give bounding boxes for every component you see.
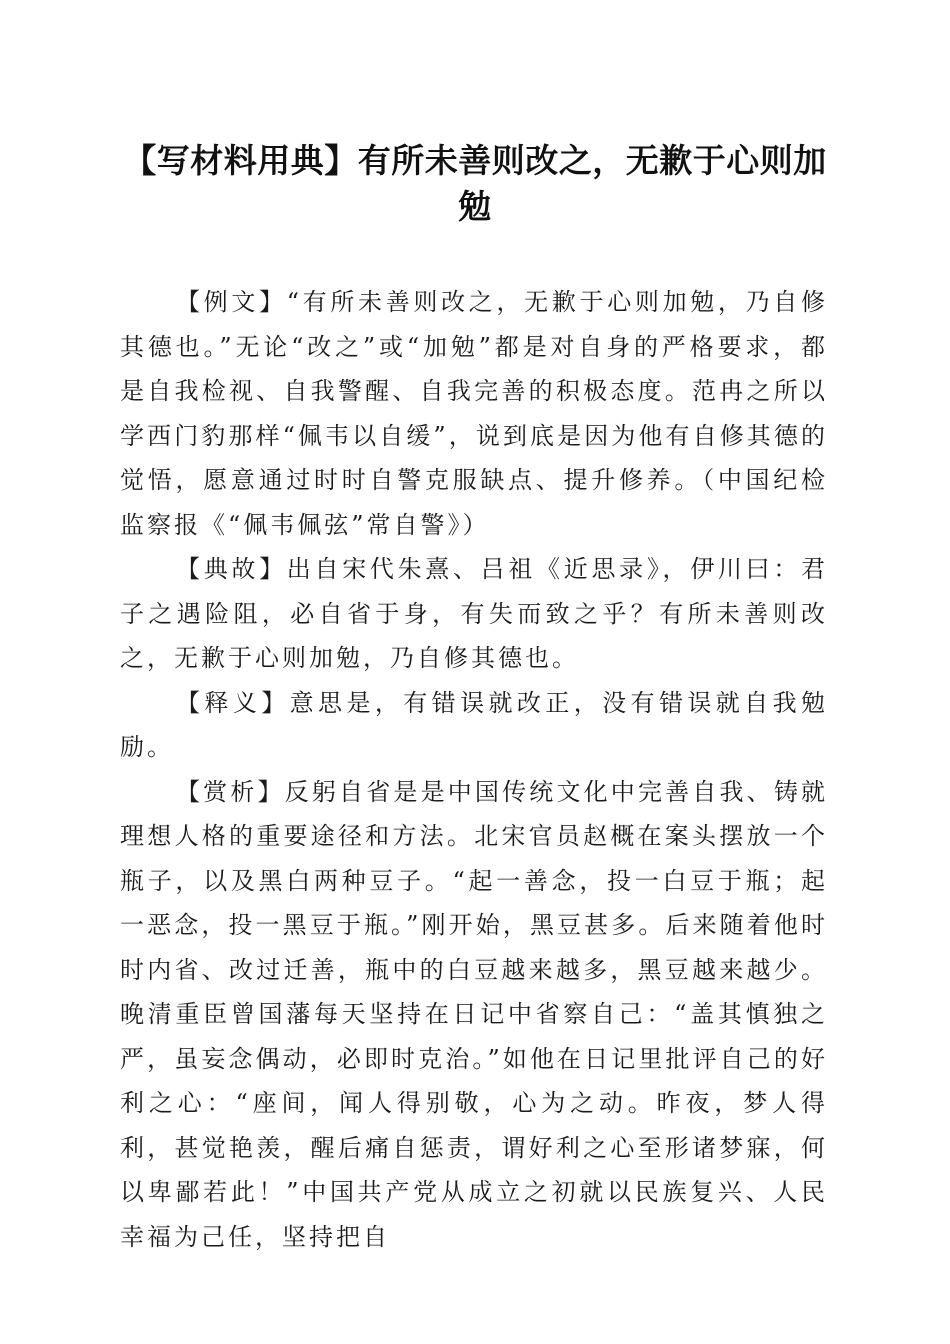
section-tag-allusion: 【典故】 bbox=[176, 555, 287, 583]
paragraph-allusion bbox=[120, 547, 828, 681]
paragraph-text: 意思是，有错误就改正，没有错误就自我勉励。 bbox=[120, 688, 829, 761]
document-body bbox=[120, 280, 828, 1259]
paragraph-text: 出自宋代朱熹、吕祖《近思录》，伊川曰：君子之遇险阻，必自省于身，有失而致之乎？有所未善则改之，无歉于心则加勉，乃自修其德也。 bbox=[120, 555, 829, 672]
paragraph-meaning bbox=[120, 681, 828, 770]
section-tag-analysis: 【赏析】 bbox=[176, 777, 285, 806]
paragraph-example bbox=[120, 280, 828, 547]
page-title: 【写材料用典】有所未善则改之，无歉于心则加勉 bbox=[123, 141, 827, 226]
paragraph-text: 反躬自省是是中国传统文化中完善自我、铸就理想人格的重要途径和方法。北宋官员赵概在案头摆放一个瓶子，以及黑白两种豆子。“起一善念，投一白豆于瓶；起一恶念，投一黑豆于瓶。”刚开始，黑豆甚多。后来随着他时时内省、改过迁善，瓶中的白豆越来越多，黑豆越来越少。晚清重臣曾国藩每天坚持在日记中省察自己：“盖其慎独之严，虽妄念偶动，必即时克治。”如他在日记里批评自己的好利之心：“座间，闻人得别敬，心为之动。昨夜，梦人得利，甚觉艳羡，醒后痛自惩责，谓好利之心至形诸梦寐，何以卑鄙若此！”中国共产党从成立之初就以民族复兴、人民幸福为己任，坚持把自 bbox=[120, 777, 829, 1251]
section-tag-meaning: 【释义】 bbox=[176, 688, 290, 717]
paragraph-text: “有所未善则改之，无歉于心则加勉，乃自修其德也。”无论“改之”或“加勉”都是对自身的严格要求，都是自我检视、自我警醒、自我完善的积极态度。范冉之所以学西门豹那样“佩韦以自缓”，说到底是因为他有自修其德的觉悟，愿意通过时时自警克服缺点、提升修养。（中国纪检监察报《“佩韦佩弦”常自警》） bbox=[120, 288, 828, 539]
section-tag-example: 【例文】 bbox=[176, 288, 287, 316]
paragraph-analysis bbox=[120, 770, 828, 1260]
